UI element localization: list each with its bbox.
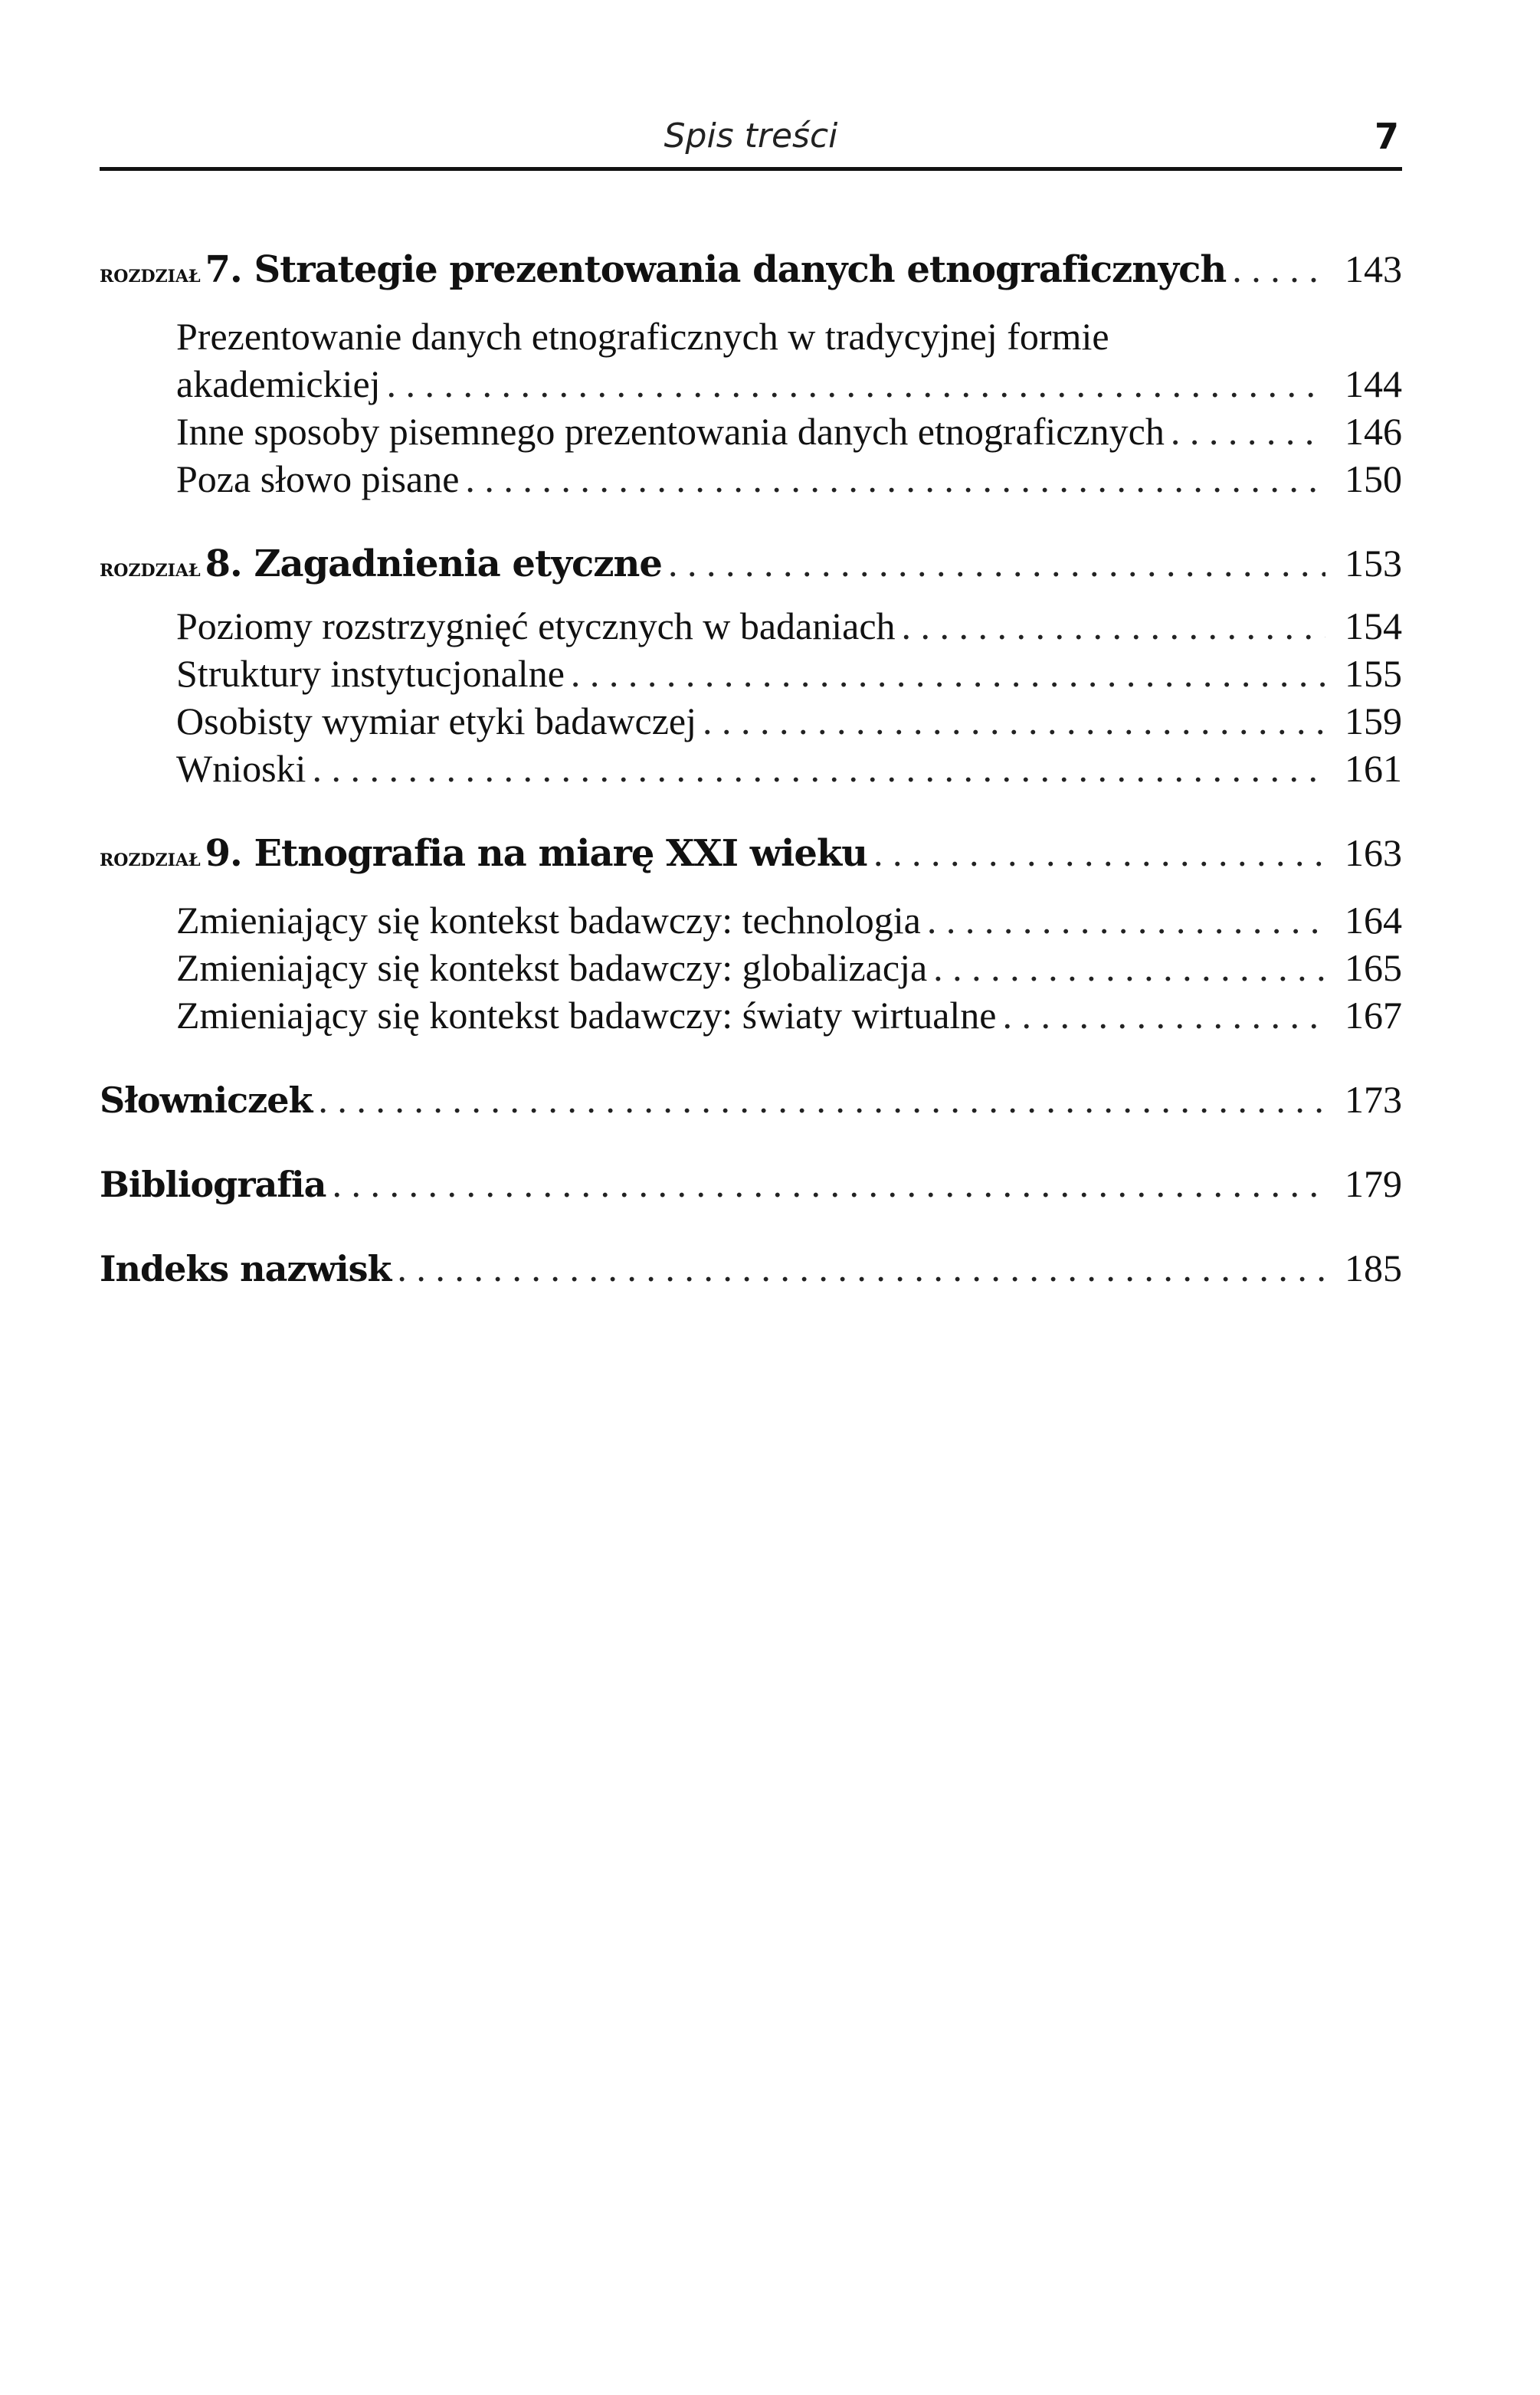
section-title: Inne sposoby pisemnego prezentowania danych etnograficznych xyxy=(176,410,1165,453)
dot-leader xyxy=(703,697,1325,745)
page-ref: 173 xyxy=(1345,1078,1402,1121)
section-title: Struktury instytucjonalne xyxy=(176,652,565,695)
page-ref: 153 xyxy=(1345,542,1402,585)
page-ref: 161 xyxy=(1345,747,1402,790)
page-ref: 185 xyxy=(1345,1247,1402,1289)
toc-section[interactable] xyxy=(176,745,1402,792)
entry-title: Bibliografia xyxy=(100,1164,326,1205)
page-ref: 164 xyxy=(1345,899,1402,942)
chapter-prefix: ROZDZIAŁ xyxy=(100,561,201,581)
page-ref: 146 xyxy=(1345,410,1402,453)
page-ref: 179 xyxy=(1345,1162,1402,1205)
section-title: Poziomy rozstrzygnięć etycznych w badaniach xyxy=(176,604,896,647)
toc-section[interactable] xyxy=(176,455,1402,503)
page-ref: 163 xyxy=(1345,831,1402,874)
section-title: Zmieniający się kontekst badawczy: technologia xyxy=(176,899,921,942)
dot-leader xyxy=(1002,991,1325,1039)
toc-glossary[interactable] xyxy=(100,1076,1402,1124)
page-ref: 155 xyxy=(1345,652,1402,695)
toc-section-line: Prezentowanie danych etnograficznych w tradycyjnej formie xyxy=(176,315,1109,358)
page-ref: 159 xyxy=(1345,699,1402,742)
section-title: Wnioski xyxy=(176,747,306,790)
page-ref: 144 xyxy=(1345,362,1402,405)
toc-section[interactable] xyxy=(176,408,1402,455)
section-title: Zmieniający się kontekst badawczy: globalizacja xyxy=(176,946,928,989)
toc-bibliography[interactable] xyxy=(100,1160,1402,1208)
chapter-prefix: ROZDZIAŁ xyxy=(100,850,201,870)
toc-section[interactable] xyxy=(176,991,1402,1039)
page-ref: 154 xyxy=(1345,604,1402,647)
page-ref: 150 xyxy=(1345,457,1402,500)
toc-chapter-7[interactable] xyxy=(100,245,1402,300)
page-number: 7 xyxy=(1374,116,1399,157)
dot-leader xyxy=(318,1076,1325,1123)
dot-leader xyxy=(1171,408,1325,455)
entry-title: Słowniczek xyxy=(100,1080,313,1121)
section-title: Osobisty wymiar etyki badawczej xyxy=(176,699,696,742)
dot-leader xyxy=(465,455,1325,503)
chapter-title: 9. Etnografia na miarę XXI wieku xyxy=(205,832,868,875)
dot-leader xyxy=(902,602,1325,650)
chapter-prefix: ROZDZIAŁ xyxy=(100,267,201,287)
page-ref: 143 xyxy=(1345,247,1402,290)
chapter-title: 8. Zagadnienia etyczne xyxy=(205,542,662,585)
toc-section[interactable] xyxy=(176,896,1402,944)
section-title: Zmieniający się kontekst badawczy: światy wirtualne xyxy=(176,994,997,1037)
entry-title: Indeks nazwisk xyxy=(100,1248,392,1289)
dot-leader xyxy=(571,650,1325,697)
dot-leader xyxy=(332,1160,1325,1207)
dot-leader xyxy=(927,896,1325,944)
dot-leader xyxy=(312,745,1325,792)
dot-leader xyxy=(933,944,1325,991)
dot-leader xyxy=(387,360,1325,408)
dot-leader xyxy=(397,1244,1325,1292)
section-title: akademickiej xyxy=(176,362,381,405)
toc-chapter-9[interactable] xyxy=(100,829,1402,884)
toc-section[interactable] xyxy=(176,944,1402,991)
toc-section[interactable] xyxy=(176,602,1402,650)
toc-section[interactable] xyxy=(176,650,1402,697)
toc-chapter-8[interactable] xyxy=(100,539,1402,595)
chapter-title: 7. Strategie prezentowania danych etnograficznych xyxy=(205,248,1227,291)
dot-leader xyxy=(668,539,1325,587)
section-title: Poza słowo pisane xyxy=(176,457,460,500)
toc-name-index[interactable] xyxy=(100,1244,1402,1293)
toc-section[interactable] xyxy=(176,360,1402,408)
dot-leader xyxy=(873,829,1325,876)
dot-leader xyxy=(1232,245,1325,293)
page-ref: 167 xyxy=(1345,994,1402,1037)
page-ref: 165 xyxy=(1345,946,1402,989)
toc-section[interactable] xyxy=(176,697,1402,745)
running-header-title: Spis treści xyxy=(664,116,838,156)
